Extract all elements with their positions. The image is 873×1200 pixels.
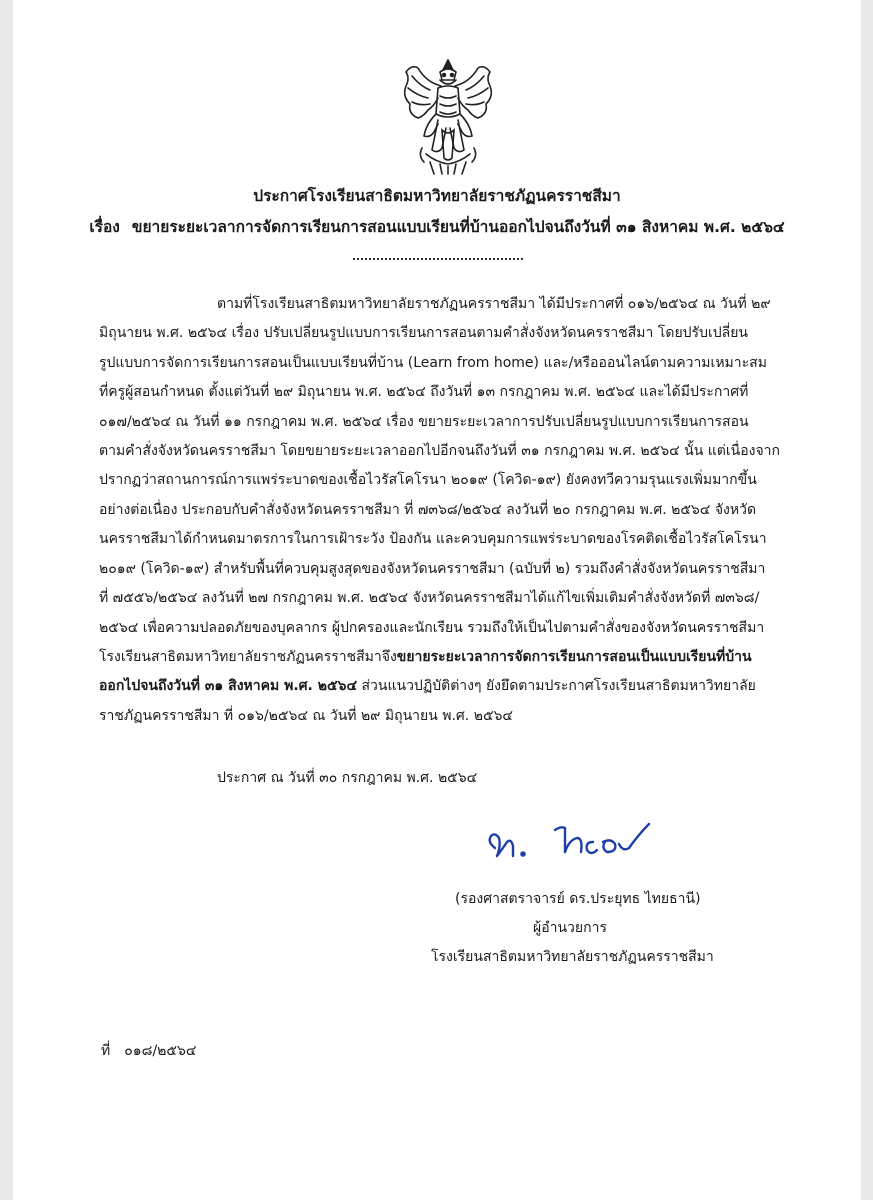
body-line: รูปแบบการจัดการเรียนการสอนเป็นแบบเรียนที่บ้าน (Learn from home) และ/หรือออนไลน์ตามความเหมาะสม [99,355,767,371]
body-line: ที่ครูผู้สอนกำหนด ตั้งแต่วันที่ ๒๙ มิถุนายน พ.ศ. ๒๕๖๔ ถึงวันที่ ๑๓ กรกฎาคม พ.ศ. ๒๕๖๔ และได้มีประกาศที่ [99,384,749,400]
body-text: ส่วนแนวปฏิบัติต่างๆ ยังยึดตามประกาศโรงเรียนสาธิตมหาวิทยาลัย [357,678,756,694]
signer-name: (รองศาสตราจารย์ ดร.ประยุทธ ไทยธานี) [455,891,701,907]
body-line: อย่างต่อเนื่อง ประกอบกับคำสั่งจังหวัดนครราชสีมา ที่ ๗๓๖๘/๒๕๖๔ ลงวันที่ ๒๐ กรกฎาคม พ.ศ. ๒๕๖๔ จังหวัด [99,502,757,518]
body-line: ๒๕๖๔ เพื่อความปลอดภัยของบุคลากร ผู้ปกครองและนักเรียน รวมถึงให้เป็นไปตามคำสั่งของจังหวัดนครราชสีมา [99,620,765,636]
body-text-bold: ออกไปจนถึงวันที่ ๓๑ สิงหาคม พ.ศ. ๒๕๖๔ [99,678,358,694]
signer-organization: โรงเรียนสาธิตมหาวิทยาลัยราชภัฏนครราชสีมา [431,949,714,965]
reference-value: ๐๑๘/๒๕๖๔ [124,1043,197,1059]
dotted-divider [353,258,523,260]
body-line: ราชภัฏนครราชสีมา ที่ ๐๑๖/๒๕๖๔ ณ วันที่ ๒๙ มิถุนายน พ.ศ. ๒๕๖๔ [99,708,514,724]
body-line: ตามคำสั่งจังหวัดนครราชสีมา โดยขยายระยะเวลาออกไปอีกจนถึงวันที่ ๓๑ กรกฎาคม พ.ศ. ๒๕๖๔ นั้น แต่เนื่องจาก [99,443,780,459]
body-line: นครราชสีมาได้กำหนดมาตรการในการเฝ้าระวัง ป้องกัน และควบคุมการแพร่ระบาดของโรคติดเชื้อไวรัสโคโรนา [99,531,767,547]
body-line: ๒๐๑๙ (โควิด-๑๙) สำหรับพื้นที่ควบคุมสูงสุดของจังหวัดนครราชสีมา (ฉบับที่ ๒) รวมถึงคำสั่งจังหวัดนครราชสีมา [99,561,766,577]
body-text-bold: ขยายระยะเวลาการจัดการเรียนการสอนเป็นแบบเรียนที่บ้าน [396,649,752,665]
body-text: โรงเรียนสาธิตมหาวิทยาลัยราชภัฏนครราชสีมาจึง [99,649,397,665]
body-line: ที่ ๗๕๕๖/๒๕๖๔ ลงวันที่ ๒๗ กรกฎาคม พ.ศ. ๒๕๖๔ จังหวัดนครราชสีมาได้แก้ไขเพิ่มเติมคำสั่งจังหวัดที่ ๗๓๖๘/ [99,590,760,606]
page-title: ประกาศโรงเรียนสาธิตมหาวิทยาลัยราชภัฏนครราชสีมา [253,187,621,205]
subject-label: เรื่อง [89,218,120,236]
signature-icon [473,812,673,872]
body-line [99,646,752,668]
body-line: ๐๑๗/๒๕๖๔ ณ วันที่ ๑๑ กรกฎาคม พ.ศ. ๒๕๖๔ เรื่อง ขยายระยะเวลาการปรับเปลี่ยนรูปแบบการเรียนการสอน [99,414,749,430]
document-page [13,0,861,1200]
body-line: ตามที่โรงเรียนสาธิตมหาวิทยาลัยราชภัฏนครราชสีมา ได้มีประกาศที่ ๐๑๖/๒๕๖๔ ณ วันที่ ๒๙ [217,296,771,312]
subject-text: ขยายระยะเวลาการจัดการเรียนการสอนแบบเรียนที่บ้านออกไปจนถึงวันที่ ๓๑ สิงหาคม พ.ศ. ๒๕๖๔ [131,218,785,236]
reference-label: ที่ [101,1043,111,1059]
body-line [99,675,756,697]
body-line: ปรากฏว่าสถานการณ์การแพร่ระบาดของเชื้อไวรัสโคโรนา ๒๐๑๙ (โควิด-๑๙) ยังคงทวีความรุนแรงเพิ่มมากขึ้น [99,472,757,488]
announce-date: ประกาศ ณ วันที่ ๓๐ กรกฎาคม พ.ศ. ๒๕๖๔ [217,770,478,786]
garuda-emblem-icon [396,58,500,176]
subject-line [13,217,861,237]
body-line: มิถุนายน พ.ศ. ๒๕๖๔ เรื่อง ปรับเปลี่ยนรูปแบบการเรียนการสอนตามคำสั่งจังหวัดนครราชสีมา โดยปรับเปลี่ยน [99,325,748,341]
signer-position: ผู้อำนวยการ [533,920,607,936]
reference-number [101,1040,197,1062]
